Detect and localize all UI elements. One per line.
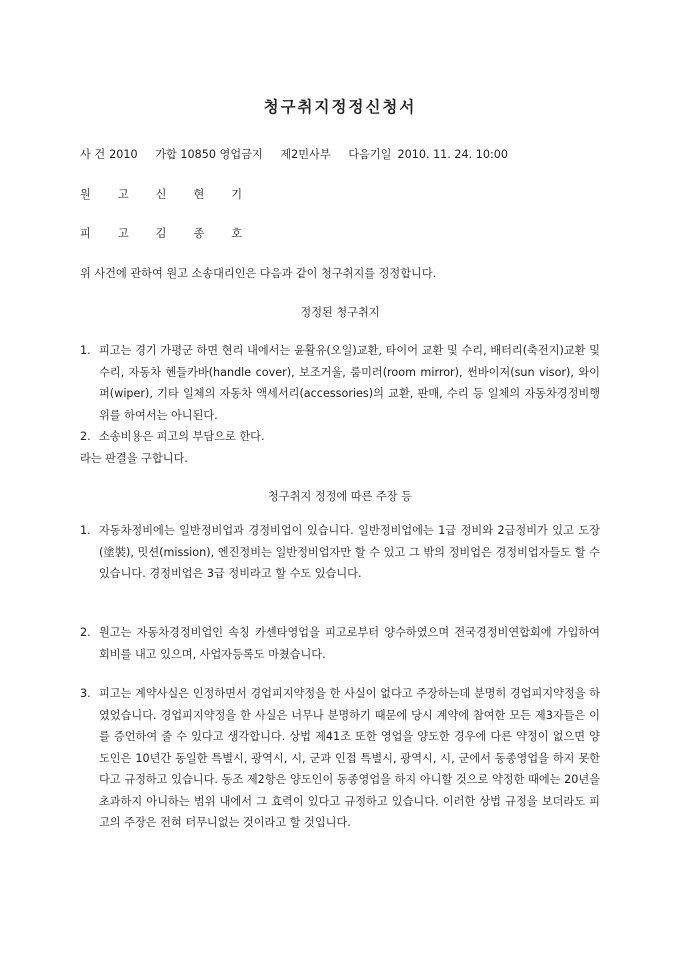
intro-text: 위 사건에 관하여 원고 소송대리인은 다음과 같이 청구취지를 정정합니다. [80, 267, 437, 280]
document-title: 청구취지정정신청서 [263, 98, 417, 116]
section1-closing: 라는 판결을 구합니다. [80, 451, 188, 465]
item-text: 피고는 계약사실은 인정하면서 경업피지약정을 한 사실이 없다고 주장하는데 분명히 경업피지약정을 하였었습니다. 경업피지약정을 한 사실은 너무나 분명하기 때문에 당시 계약에 참여한 모든 제3자들은 이를 증언하여 줄 수 있다고 생각합니다. 상법 제41조 또한 영업을 양도한 경우에 다른 약정이 없으면 양도인은 10년간 동일한 특별시, 광역시, 시, 군과 인접 특별시, 광역시, 시, 군에서 동종영업을 하지 못한다고 규정하고 있습니다. 동조 제2항은 양도인이 동종영업을 하지 아니할 것으로 약정한 때에는 20년을 초과하지 아니하는 범위 내에서 그 효력이 있다고 규정하고 있습니다. 이러한 상법 규정을 보더라도 피고의 주장은 전혀 터무니없는 것이라고 할 것입니다. [99, 687, 600, 829]
defendant-label-1: 피 [80, 227, 91, 240]
plaintiff-line [80, 186, 269, 202]
next-date: 2010. 11. 24. 10:00 [397, 148, 509, 161]
plaintiff-name-3: 기 [231, 188, 243, 201]
item-text: 소송비용은 피고의 부담으로 한다. [99, 430, 265, 443]
item-text: 자동차정비에는 일반정비업과 경정비업이 있습니다. 일반정비업에는 1급 정비와 2급정비가 있고 도장(塗裝), 밋션(mission), 엔진정비는 일반정비업자만 할 수 있고 그 밖의 정비업은 경정비업자들도 할 수 있습니다. 경정비업은 3급 정비라고 할 수도 있습니다. [99, 524, 600, 580]
case-label: 사 건 [80, 148, 106, 161]
section1-body [80, 340, 600, 469]
defendant-name-2: 종 [193, 227, 205, 240]
section2-item [80, 622, 600, 665]
section1-heading: 정정된 청구취지 [300, 306, 380, 319]
item-number: 2. [80, 626, 91, 639]
case-info-line [80, 146, 522, 162]
case-number: 가합 10850 영업금지 [155, 148, 263, 161]
plaintiff-name-2: 현 [193, 188, 205, 201]
defendant-label-2: 고 [117, 227, 129, 240]
item-text: 피고는 경기 가평군 하면 현리 내에서는 윤활유(오일)교환, 타이어 교환 및 수리, 배터리(축전지)교환 및 수리, 자동차 헨들카바(handle cover), 보조거울, 룸미러(room mirror), 썬바이저(sun visor), 와이퍼(wiper), 기타 일체의 자동차 액세서리(accessories)의 교환, 판매, 수리 등 일체의 자동차경정비행위를 하여서는 아니된다. [99, 344, 600, 422]
section2-item-1 [80, 520, 600, 585]
section2-item-3 [80, 683, 600, 834]
section2-heading: 청구취지 정정에 따른 주장 등 [268, 490, 412, 503]
case-division: 제2민사부 [280, 148, 331, 161]
item-number: 1. [80, 344, 91, 357]
item-number: 3. [80, 687, 91, 700]
plaintiff-label-2: 고 [117, 188, 129, 201]
section1-item [80, 340, 600, 426]
defendant-name-3: 호 [231, 227, 243, 240]
defendant-name-1: 김 [155, 227, 167, 240]
item-number: 2. [80, 430, 91, 443]
next-date-label: 다음기일 [348, 148, 392, 161]
case-year: 2010 [109, 148, 138, 161]
plaintiff-label-1: 원 [80, 188, 91, 201]
defendant-line [80, 225, 269, 241]
item-text: 원고는 자동차경정비업인 속칭 카센타영업을 피고로부터 양수하였으며 전국경정비연합회에 가입하여 회비를 내고 있으며, 사업자등록도 마쳤습니다. [99, 626, 600, 661]
item-number: 1. [80, 524, 91, 537]
section2-item [80, 520, 600, 585]
section1-item [80, 426, 600, 448]
plaintiff-name-1: 신 [155, 188, 167, 201]
section2-item [80, 683, 600, 834]
section2-item-2 [80, 622, 600, 665]
